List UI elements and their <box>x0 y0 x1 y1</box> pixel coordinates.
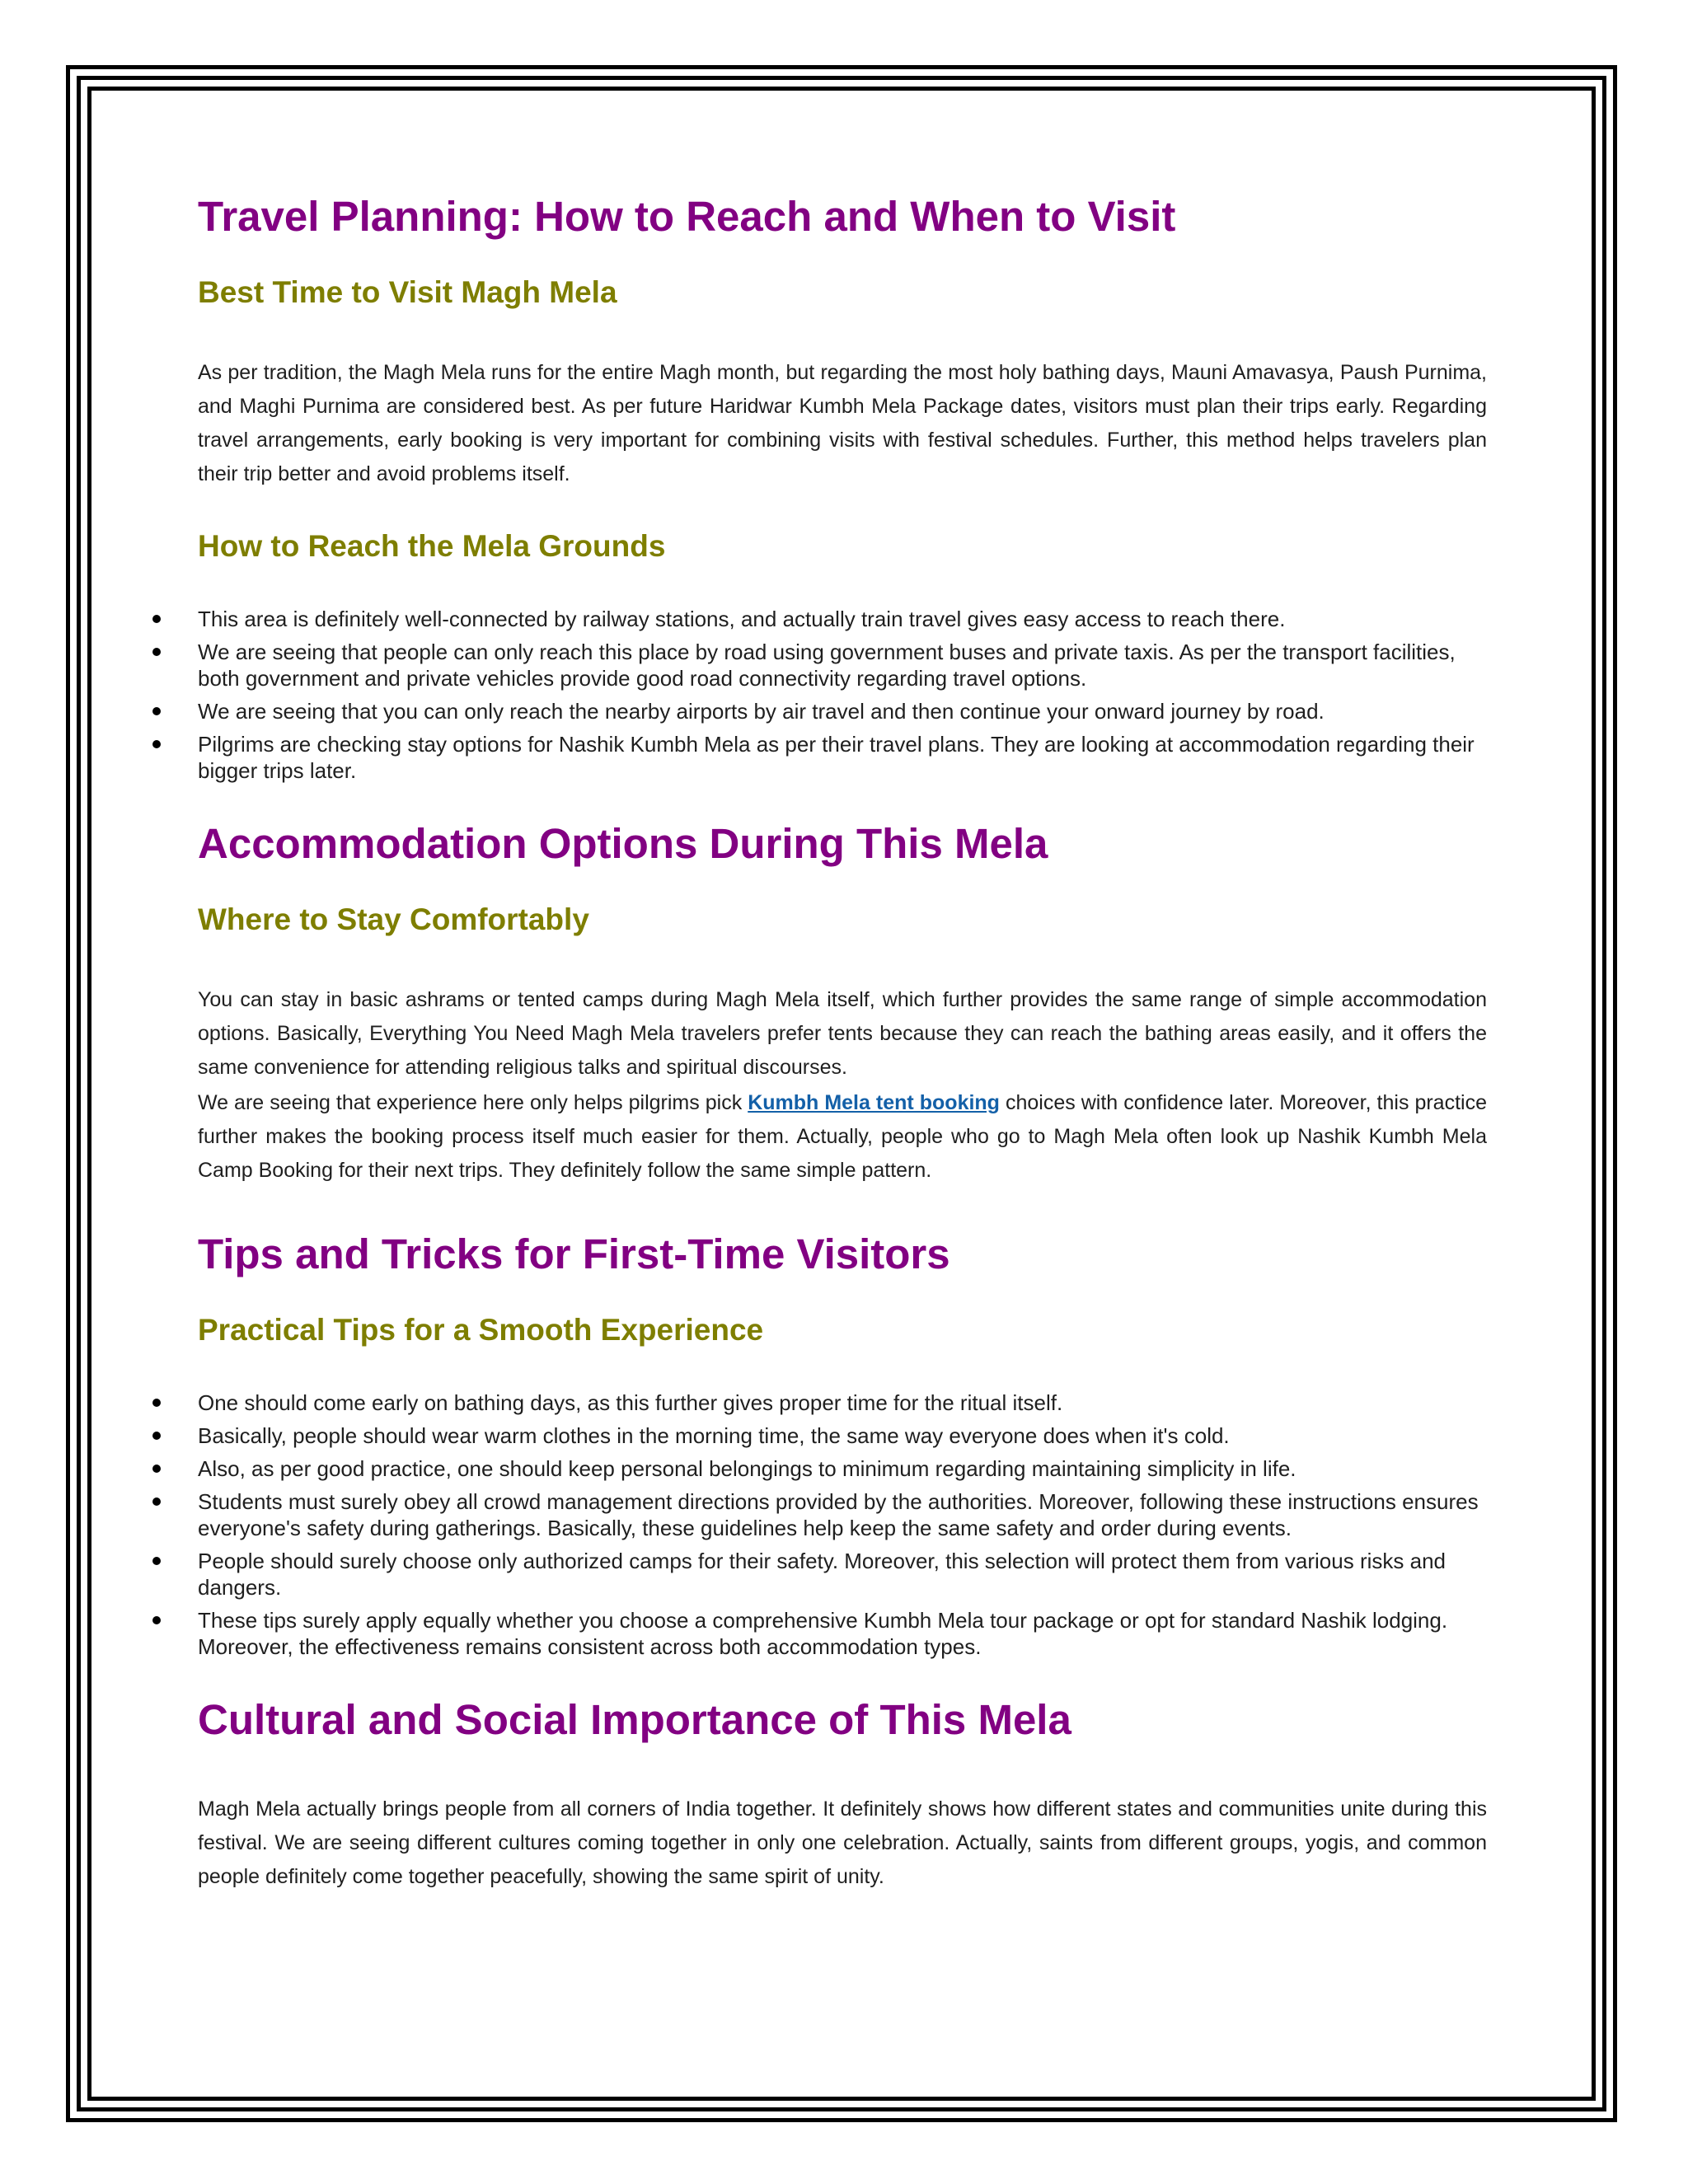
list-item: Students must surely obey all crowd management directions provided by the authorities. Moreover, following these instructions ensures everyone's safety during gatherings. Basically, these guidelines help keep the same safety and order during events. <box>198 1488 1487 1541</box>
reach-bullet-list <box>198 606 1487 784</box>
list-item: Pilgrims are checking stay options for Nashik Kumbh Mela as per their travel plans. They are looking at accommodation regarding their bigger trips later. <box>198 731 1487 784</box>
section-heading-cultural-importance: Cultural and Social Importance of This Mela <box>198 1696 1071 1744</box>
list-item: People should surely choose only authorized camps for their safety. Moreover, this selection will protect them from various risks and dangers. <box>198 1548 1487 1601</box>
list-item: We are seeing that you can only reach the nearby airports by air travel and then continue your onward journey by road. <box>198 698 1487 724</box>
list-item: Also, as per good practice, one should keep personal belongings to minimum regarding maintaining simplicity in life. <box>198 1455 1487 1482</box>
paragraph-text: We are seeing that experience here only helps pilgrims pick <box>198 1090 748 1114</box>
subheading-best-time: Best Time to Visit Magh Mela <box>198 275 617 310</box>
paragraph-tent-booking <box>198 1086 1487 1188</box>
list-item: Basically, people should wear warm clothes in the morning time, the same way everyone does when it's cold. <box>198 1422 1487 1449</box>
subheading-where-to-stay: Where to Stay Comfortably <box>198 902 589 937</box>
subheading-how-to-reach: How to Reach the Mela Grounds <box>198 528 666 563</box>
paragraph-cultural-importance: Magh Mela actually brings people from all corners of India together. It definitely shows how different states and communities unite during this festival. We are seeing different cultures coming together in only one celebration. Actually, saints from different groups, yogis, and common people definitely come together peacefully, showing the same spirit of unity. <box>198 1797 1487 1889</box>
list-item: These tips surely apply equally whether you choose a comprehensive Kumbh Mela tour package or opt for standard Nashik lodging. Moreover, the effectiveness remains consistent across both accommodation types. <box>198 1607 1487 1660</box>
paragraph-where-to-stay: You can stay in basic ashrams or tented camps during Magh Mela itself, which further provides the same range of simple accommodation options. Basically, Everything You Need Magh Mela travelers prefer tents because they can reach the bathing areas easily, and it offers the same convenience for attending religious talks and spiritual discourses. <box>198 987 1487 1079</box>
paragraph-best-time: As per tradition, the Magh Mela runs for the entire Magh month, but regarding the most holy bathing days, Mauni Amavasya, Paush Purnima, and Maghi Purnima are considered best. As per future Haridwar Kumbh Mela Package dates, visitors must plan their trips early. Regarding travel arrangements, early booking is very important for combining visits with festival schedules. Further, this method helps travelers plan their trip better and avoid problems itself. <box>198 360 1487 485</box>
kumbh-mela-tent-booking-link[interactable]: Kumbh Mela tent booking <box>748 1090 1000 1114</box>
list-item: One should come early on bathing days, as this further gives proper time for the ritual itself. <box>198 1390 1487 1416</box>
section-heading-travel-planning: Travel Planning: How to Reach and When to Visit <box>198 193 1176 240</box>
section-heading-accommodation: Accommodation Options During This Mela <box>198 819 1048 867</box>
section-heading-tips: Tips and Tricks for First-Time Visitors <box>198 1230 950 1277</box>
list-item: We are seeing that people can only reach this place by road using government buses and private taxis. As per the transport facilities, both government and private vehicles provide good road connectivity regarding travel options. <box>198 639 1487 691</box>
list-item: This area is definitely well-connected by railway stations, and actually train travel gives easy access to reach there. <box>198 606 1487 632</box>
paragraph-text: choices with confidence later. Moreover, this practice further makes the booking process itself much easier for them. Actually, people who go to Magh Mela often look up Nashik Kumbh Mela Camp Booking for their next trips. They definitely follow the same simple pattern. <box>198 1090 1487 1182</box>
document-content <box>198 191 1487 1894</box>
subheading-practical-tips: Practical Tips for a Smooth Experience <box>198 1312 764 1347</box>
tips-bullet-list <box>198 1390 1487 1660</box>
